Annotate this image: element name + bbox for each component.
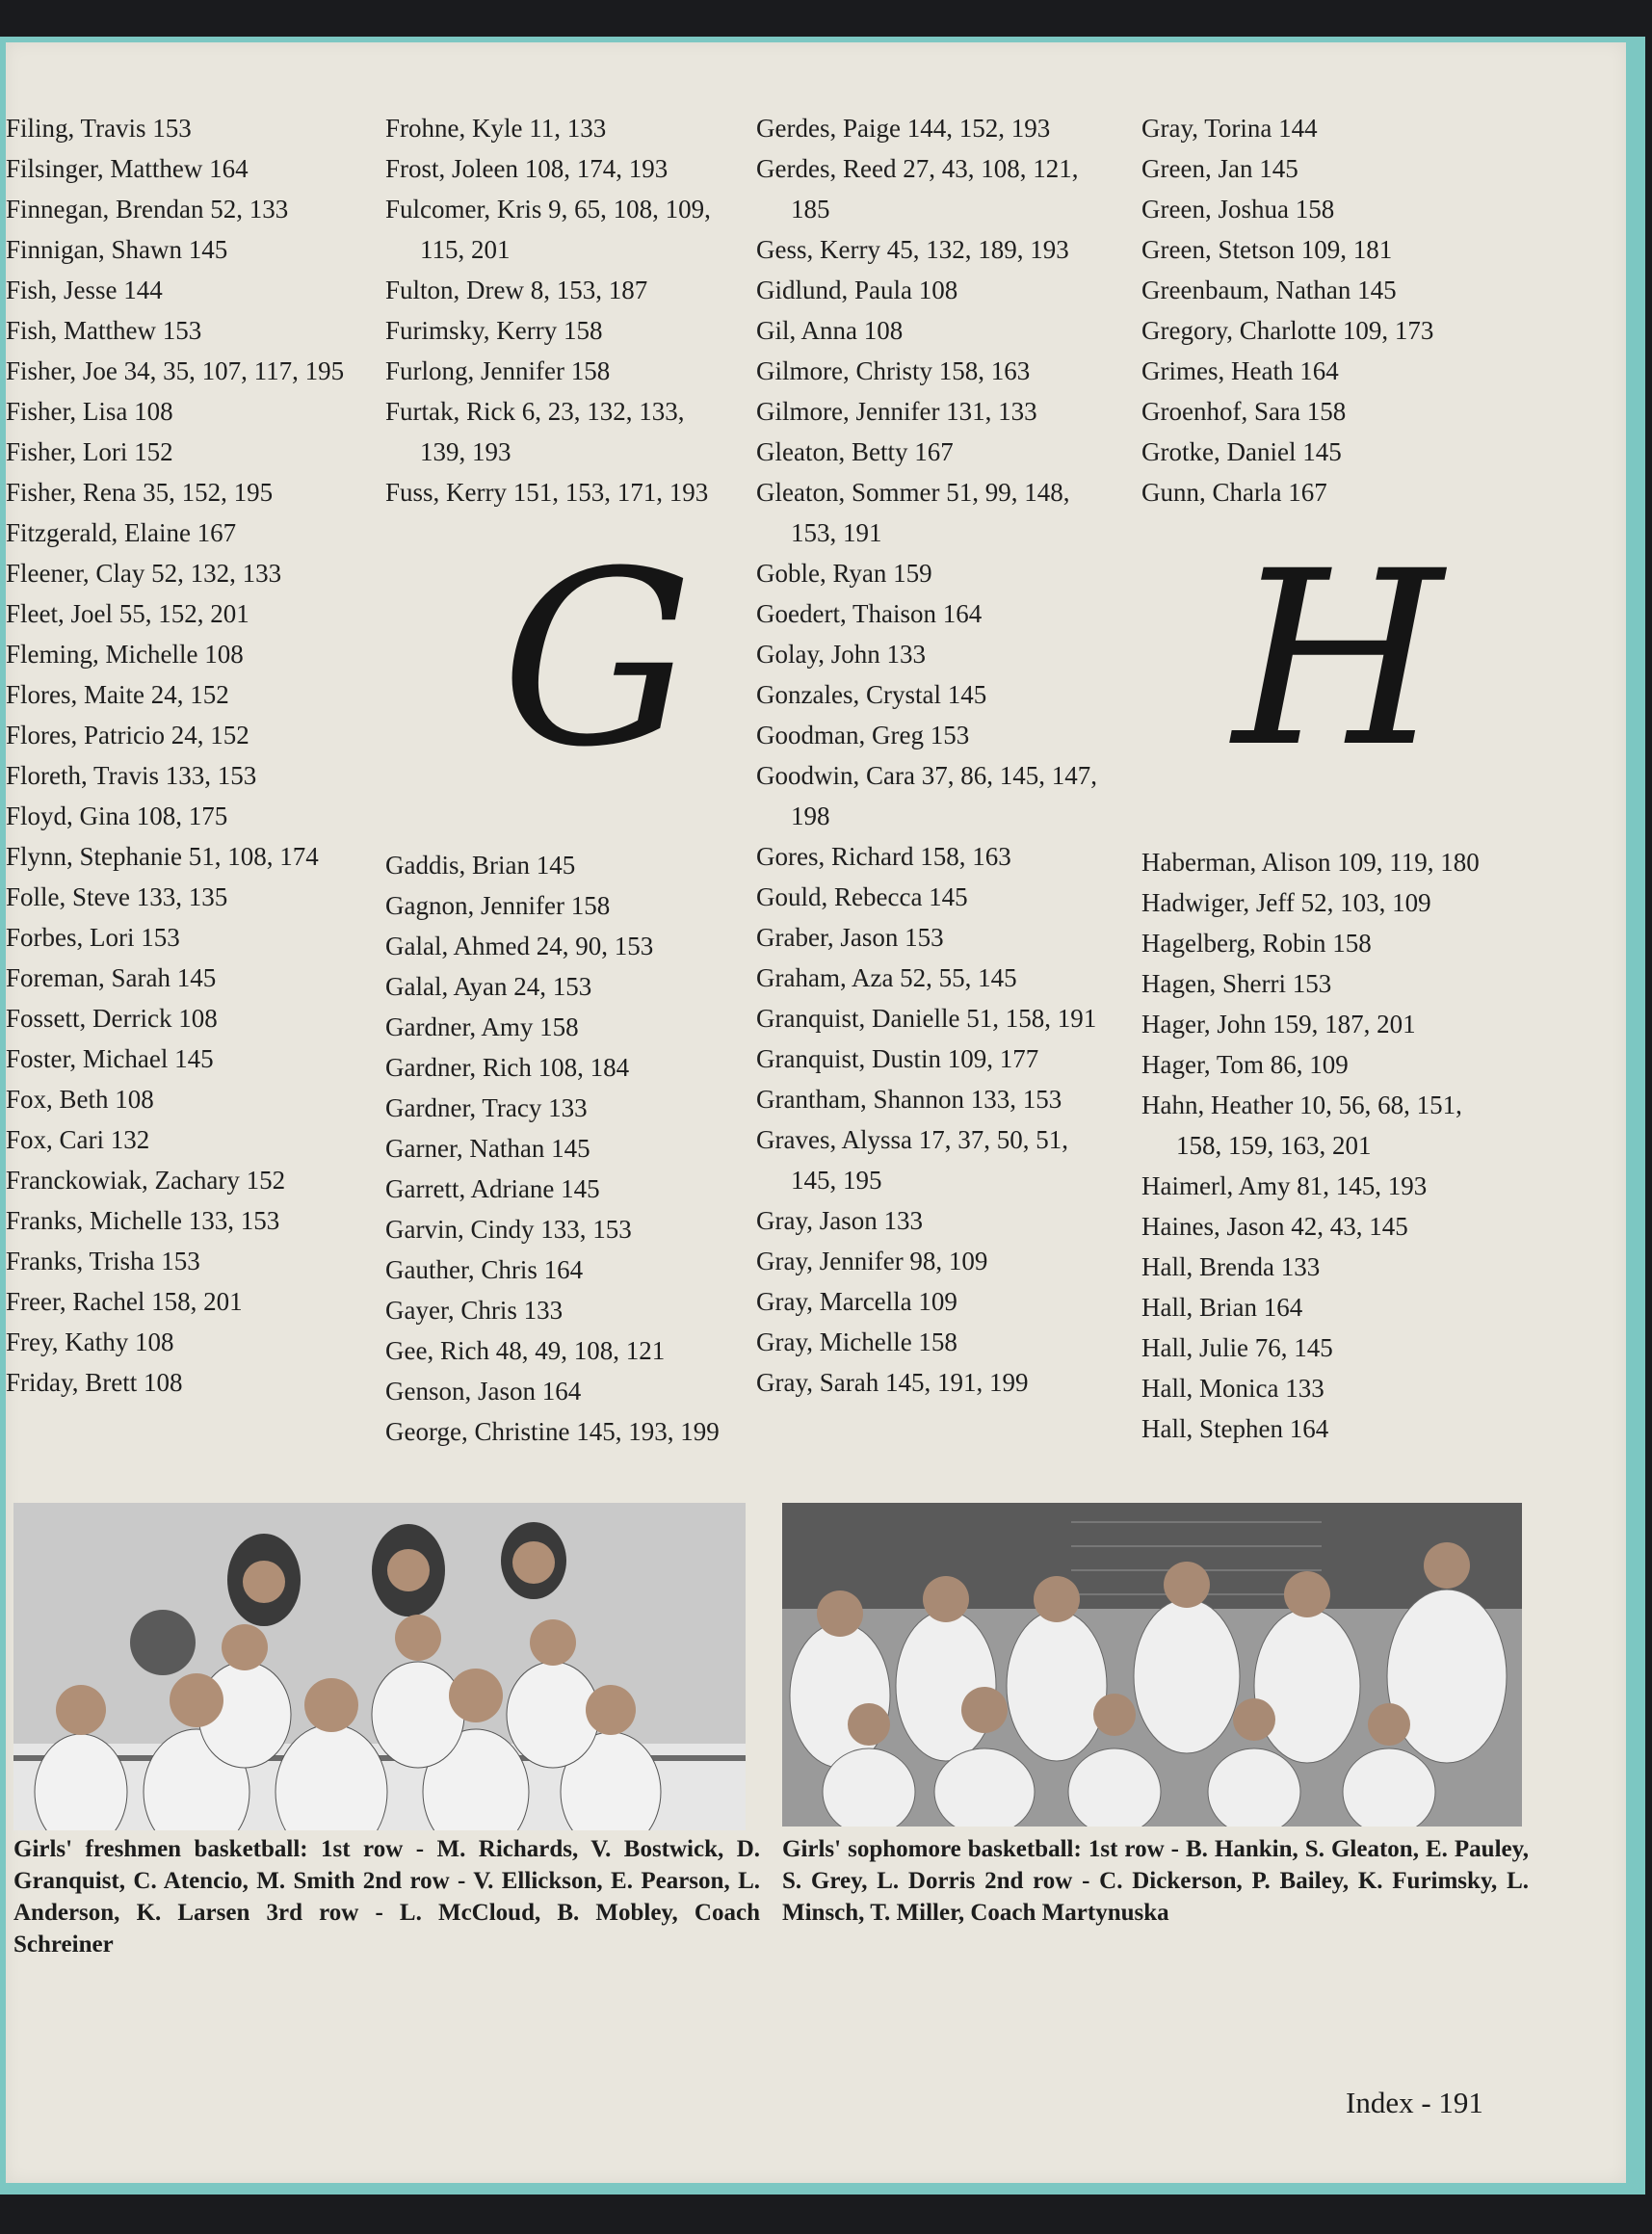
freshmen-photo-caption: Girls' freshmen basketball: 1st row - M. Richards, V. Bostwick, D. Granquist, C. Atencio, M. Smith 2nd row - V. Ellickson, E. Pearson, L. Anderson, K. Larsen 3rd row - L. McCloud, B. Mobley, Coach Schreiner: [13, 1836, 760, 1958]
index-entry: Gilmore, Jennifer 131, 133: [756, 397, 1037, 426]
sophomore-photo-caption: Girls' sophomore basketball: 1st row - B. Hankin, S. Gleaton, E. Pauley, S. Grey, L. Dorris 2nd row - C. Dickerson, P. Bailey, K. Furimsky, L. Minsch, T. Miller, Coach Martynuska: [782, 1836, 1529, 1926]
index-entry: Furlong, Jennifer 158: [385, 356, 611, 385]
index-entry: Gilmore, Christy 158, 163: [756, 356, 1031, 385]
index-entry: Finnigan, Shawn 145: [6, 235, 228, 264]
index-entry: 145, 195: [791, 1166, 882, 1195]
index-entry: Fossett, Derrick 108: [6, 1004, 218, 1033]
index-entry: Golay, John 133: [756, 640, 926, 669]
index-entry: Fish, Jesse 144: [6, 276, 163, 304]
index-entry: Gleaton, Sommer 51, 99, 148,: [756, 478, 1070, 507]
index-entry: Haimerl, Amy 81, 145, 193: [1141, 1171, 1428, 1200]
index-entry: Floreth, Travis 133, 153: [6, 761, 257, 790]
index-entry: Franks, Trisha 153: [6, 1247, 200, 1275]
index-entry: Forbes, Lori 153: [6, 923, 180, 952]
index-entry: Fleener, Clay 52, 132, 133: [6, 559, 282, 588]
index-entry: Genson, Jason 164: [385, 1377, 582, 1406]
index-entry: Gardner, Rich 108, 184: [385, 1053, 630, 1082]
index-entry: Flores, Patricio 24, 152: [6, 721, 249, 749]
index-entry: Fulton, Drew 8, 153, 187: [385, 276, 648, 304]
index-column-4-top: [1141, 108, 1433, 513]
index-entry: Folle, Steve 133, 135: [6, 882, 228, 911]
index-entry: Gidlund, Paula 108: [756, 276, 958, 304]
index-entry: Franckowiak, Zachary 152: [6, 1166, 286, 1195]
index-entry: Hagelberg, Robin 158: [1141, 929, 1372, 958]
index-entry: Fisher, Joe 34, 35, 107, 117, 195: [6, 356, 345, 385]
index-column-1: [6, 108, 344, 1403]
index-entry: Hadwiger, Jeff 52, 103, 109: [1141, 888, 1431, 917]
index-entry: Fox, Cari 132: [6, 1125, 150, 1154]
index-entry: Foster, Michael 145: [6, 1044, 214, 1073]
index-entry: Floyd, Gina 108, 175: [6, 802, 228, 830]
index-entry: Gray, Michelle 158: [756, 1327, 957, 1356]
index-entry: 158, 159, 163, 201: [1176, 1131, 1372, 1160]
index-entry: Fisher, Lisa 108: [6, 397, 173, 426]
index-column-2-bottom: [385, 845, 720, 1452]
index-entry: Hall, Brian 164: [1141, 1293, 1303, 1322]
index-entry: Garrett, Adriane 145: [385, 1174, 600, 1203]
index-entry: Gaddis, Brian 145: [385, 851, 576, 880]
index-entry: Groenhof, Sara 158: [1141, 397, 1347, 426]
index-entry: Hall, Monica 133: [1141, 1374, 1324, 1403]
index-entry: Friday, Brett 108: [6, 1368, 183, 1397]
index-entry: Gould, Rebecca 145: [756, 882, 968, 911]
index-entry: Grotke, Daniel 145: [1141, 437, 1342, 466]
index-entry: Green, Joshua 158: [1141, 195, 1335, 223]
index-entry: Gleaton, Betty 167: [756, 437, 954, 466]
index-entry: Fitzgerald, Elaine 167: [6, 518, 237, 547]
index-entry: 185: [791, 195, 830, 223]
freshmen-basketball-photo: [13, 1503, 746, 1830]
index-entry: Green, Jan 145: [1141, 154, 1298, 183]
index-entry: Grantham, Shannon 133, 153: [756, 1085, 1062, 1114]
index-entry: Filsinger, Matthew 164: [6, 154, 249, 183]
index-entry: 198: [791, 802, 830, 830]
index-entry: Hager, Tom 86, 109: [1141, 1050, 1349, 1079]
index-entry: Fish, Matthew 153: [6, 316, 202, 345]
index-entry: Garner, Nathan 145: [385, 1134, 590, 1163]
index-entry: Gunn, Charla 167: [1141, 478, 1327, 507]
sophomore-basketball-photo: [782, 1503, 1522, 1827]
index-entry: Gray, Jason 133: [756, 1206, 923, 1235]
index-entry: Haines, Jason 42, 43, 145: [1141, 1212, 1408, 1241]
index-entry: Gerdes, Reed 27, 43, 108, 121,: [756, 154, 1079, 183]
index-column-4-bottom: [1141, 842, 1480, 1449]
index-entry: George, Christine 145, 193, 199: [385, 1417, 720, 1446]
index-entry: 115, 201: [420, 235, 511, 264]
index-entry: Fox, Beth 108: [6, 1085, 154, 1114]
index-entry: Finnegan, Brendan 52, 133: [6, 195, 289, 223]
index-entry: Fleet, Joel 55, 152, 201: [6, 599, 249, 628]
index-entry: Fleming, Michelle 108: [6, 640, 244, 669]
index-entry: Hall, Brenda 133: [1141, 1252, 1321, 1281]
index-entry: Gonzales, Crystal 145: [756, 680, 987, 709]
index-entry: Hahn, Heather 10, 56, 68, 151,: [1141, 1091, 1462, 1119]
index-entry: Gores, Richard 158, 163: [756, 842, 1011, 871]
index-entry: Gray, Torina 144: [1141, 114, 1318, 143]
index-entry: Gil, Anna 108: [756, 316, 904, 345]
section-letter-g: G: [501, 519, 694, 800]
index-entry: Hagen, Sherri 153: [1141, 969, 1332, 998]
index-entry: Frost, Joleen 108, 174, 193: [385, 154, 669, 183]
index-entry: Furimsky, Kerry 158: [385, 316, 603, 345]
index-entry: Grimes, Heath 164: [1141, 356, 1339, 385]
index-entry: Fuss, Kerry 151, 153, 171, 193: [385, 478, 709, 507]
index-entry: Hall, Stephen 164: [1141, 1414, 1329, 1443]
index-entry: Graves, Alyssa 17, 37, 50, 51,: [756, 1125, 1068, 1154]
index-entry: Filing, Travis 153: [6, 114, 192, 143]
index-entry: Gardner, Amy 158: [385, 1012, 579, 1041]
index-entry: Fisher, Lori 152: [6, 437, 173, 466]
index-entry: Galal, Ayan 24, 153: [385, 972, 592, 1001]
index-entry: Gee, Rich 48, 49, 108, 121: [385, 1336, 666, 1365]
index-entry: Gess, Kerry 45, 132, 189, 193: [756, 235, 1069, 264]
index-column-2-top: [385, 108, 711, 513]
index-entry: Hall, Julie 76, 145: [1141, 1333, 1333, 1362]
index-column-3: [756, 108, 1097, 1403]
index-entry: Hager, John 159, 187, 201: [1141, 1010, 1416, 1038]
index-entry: Freer, Rachel 158, 201: [6, 1287, 243, 1316]
index-entry: Haberman, Alison 109, 119, 180: [1141, 848, 1480, 877]
index-entry: Frohne, Kyle 11, 133: [385, 114, 607, 143]
index-entry: Gray, Marcella 109: [756, 1287, 957, 1316]
index-entry: Goodwin, Cara 37, 86, 145, 147,: [756, 761, 1097, 790]
index-entry: Flores, Maite 24, 152: [6, 680, 229, 709]
index-entry: Frey, Kathy 108: [6, 1327, 174, 1356]
index-entry: Furtak, Rick 6, 23, 132, 133,: [385, 397, 685, 426]
index-entry: Gauther, Chris 164: [385, 1255, 584, 1284]
index-entry: Fisher, Rena 35, 152, 195: [6, 478, 274, 507]
index-entry: Gregory, Charlotte 109, 173: [1141, 316, 1434, 345]
index-entry: Gayer, Chris 133: [385, 1296, 564, 1325]
index-entry: Gerdes, Paige 144, 152, 193: [756, 114, 1051, 143]
index-entry: Foreman, Sarah 145: [6, 963, 217, 992]
index-entry: Granquist, Dustin 109, 177: [756, 1044, 1039, 1073]
index-entry: 139, 193: [420, 437, 511, 466]
index-entry: Gray, Sarah 145, 191, 199: [756, 1368, 1029, 1397]
index-entry: Goedert, Thaison 164: [756, 599, 983, 628]
index-entry: Galal, Ahmed 24, 90, 153: [385, 932, 654, 960]
index-entry: 153, 191: [791, 518, 882, 547]
page-number: Index - 191: [1346, 2086, 1483, 2119]
index-entry: Garvin, Cindy 133, 153: [385, 1215, 632, 1244]
index-entry: Green, Stetson 109, 181: [1141, 235, 1393, 264]
index-entry: Granquist, Danielle 51, 158, 191: [756, 1004, 1097, 1033]
index-entry: Gagnon, Jennifer 158: [385, 891, 611, 920]
index-entry: Gray, Jennifer 98, 109: [756, 1247, 988, 1275]
index-entry: Franks, Michelle 133, 153: [6, 1206, 280, 1235]
index-entry: Goodman, Greg 153: [756, 721, 970, 749]
index-entry: Greenbaum, Nathan 145: [1141, 276, 1397, 304]
index-entry: Graham, Aza 52, 55, 145: [756, 963, 1017, 992]
section-letter-h: H: [1233, 519, 1444, 800]
index-entry: Graber, Jason 153: [756, 923, 944, 952]
index-entry: Goble, Ryan 159: [756, 559, 932, 588]
index-entry: Flynn, Stephanie 51, 108, 174: [6, 842, 319, 871]
index-entry: Fulcomer, Kris 9, 65, 108, 109,: [385, 195, 711, 223]
index-entry: Gardner, Tracy 133: [385, 1093, 588, 1122]
